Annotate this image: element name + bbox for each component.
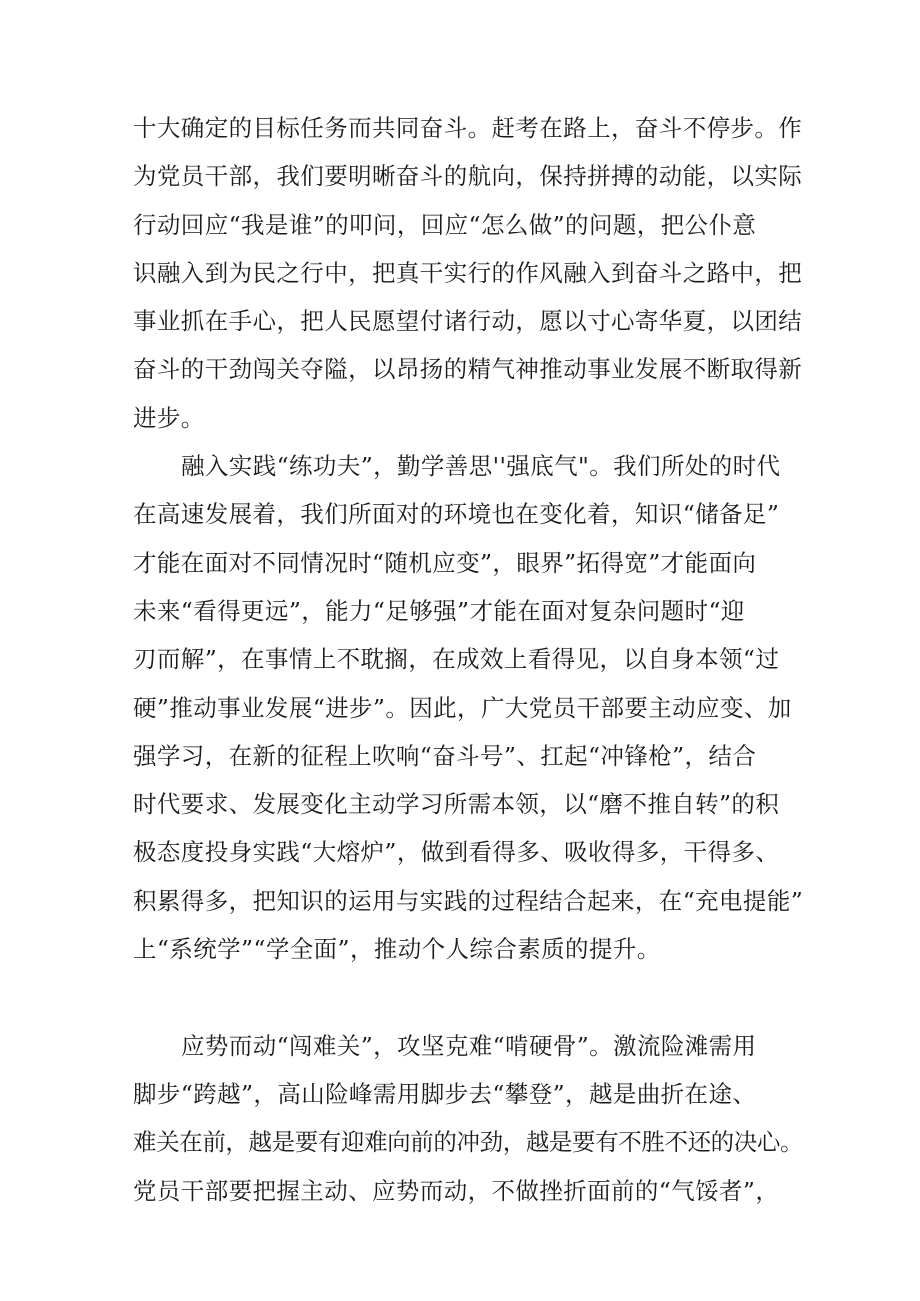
text-line: 刃而解”，在事情上不耽搁，在成效上看得见，以自身本领“过: [133, 645, 780, 674]
paragraph-2: [133, 442, 803, 1022]
text-line: 行动回应“我是谁”的叩问，回应“怎么做”的问题，把公仆意: [133, 210, 757, 239]
document-body: [133, 104, 803, 1215]
text-line: 才能在面对不同情况时“随机应变”，眼界”拓得宽”才能面向: [133, 548, 757, 577]
text-line: 难关在前，越是要有迎难向前的冲劲，越是要有不胜不还的决心。: [133, 1128, 804, 1157]
text-line: 未来“看得更远”，能力“足够强”才能在面对复杂问题时“迎: [133, 596, 745, 625]
text-line: 十大确定的目标任务而共同奋斗。赶考在路上，奋斗不停步。作: [133, 114, 803, 142]
text-line: 在高速发展着，我们所面对的环境也在变化着，知识“储备足”: [133, 500, 780, 529]
text-line: 时代要求、发展变化主动学习所需本领，以“磨不推自转”的积: [133, 790, 780, 819]
text-line: 识融入到为民之行中，把真干实行的作风融入到奋斗之路中，把: [133, 258, 803, 287]
paragraph-1: [133, 104, 803, 442]
text-line: 强学习，在新的征程上吹响“奋斗号”、扛起“冲锋枪”，结合: [133, 741, 757, 770]
paragraph-3: [133, 1022, 803, 1215]
text-line: 硬”推动事业发展“进步”。因此，广大党员干部要主动应变、加: [133, 693, 792, 722]
text-line: 脚步“跨越”，高山险峰需用脚步去“攀登”，越是曲折在途、: [133, 1079, 757, 1108]
text-line: 进步。: [133, 403, 205, 432]
text-line: [133, 973, 803, 1021]
text-line: 事业抓在手心，把人民愿望付诸行动，愿以寸心寄华夏，以团结: [133, 307, 803, 336]
text-line: 极态度投身实践“大熔炉”，做到看得多、吸收得多，干得多、: [133, 838, 780, 867]
text-line: 融入实践“练功夫”，勤学善思''强底气"。我们所处的时代: [181, 452, 781, 481]
text-line: 奋斗的干劲闯关夺隘，以昂扬的精气神推动事业发展不断取得新: [133, 355, 803, 384]
text-line: 上“系统学”“学全面”，推动个人综合素质的提升。: [133, 935, 661, 964]
text-line: 党员干部要把握主动、应势而动，不做挫折面前的“气馁者”，: [133, 1176, 780, 1205]
text-line: 积累得多，把知识的运用与实践的过程结合起来，在“充电提能”: [133, 886, 804, 915]
text-line: 应势而动“闯难关”，攻坚克难“啃硬骨”。激流险滩需用: [181, 1031, 757, 1060]
text-line: 为党员干部，我们要明晰奋斗的航向，保持拼搏的动能，以实际: [133, 162, 803, 191]
